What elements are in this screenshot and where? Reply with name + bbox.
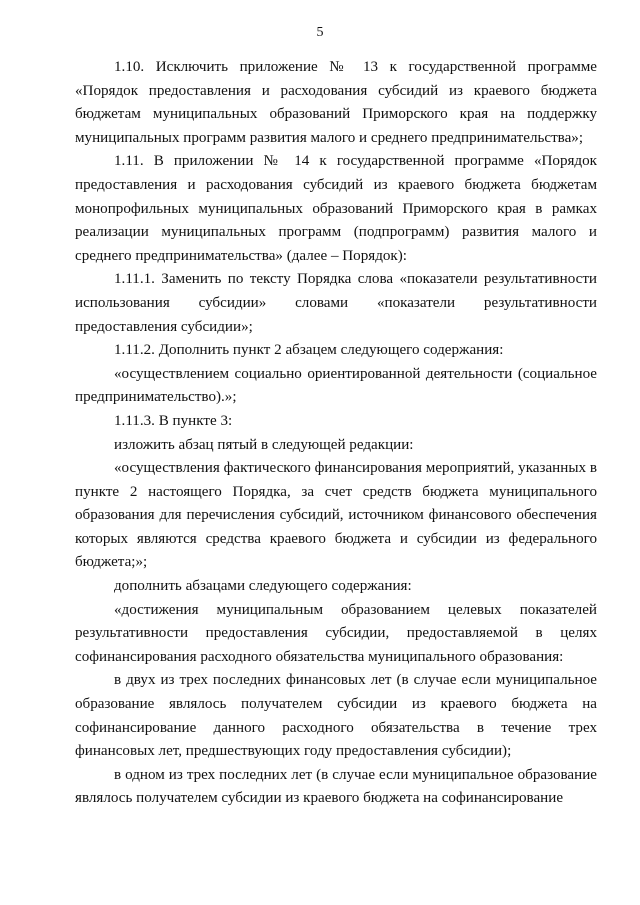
paragraph-1-11-1: 1.11.1. Заменить по тексту Порядка слова «показатели результативности использования субсидии» словами «показатели результативности предоставления субсидии»; [75,271,597,335]
paragraph-1-11-2: 1.11.2. Дополнить пункт 2 абзацем следующего содержания: [114,342,504,359]
document-body [75,56,597,811]
paragraph-1-11: 1.11. В приложении № 14 к государственной программе «Порядок предоставления и расходования субсидий из краевого бюджета бюджетам монопрофильных муниципальных образований Приморского края в рамках реализации муниципальных программ (подпрограмм) развития малого и среднего предпринимательства» (далее – Порядок): [75,153,597,264]
paragraph-1-11-3: 1.11.3. В пункте 3: [114,412,233,429]
paragraph-1-10: 1.10. Исключить приложение № 13 к государственной программе «Порядок предоставления и расходования субсидий из краевого бюджета бюджетам муниципальных образований Приморского края на поддержку муниципальных программ развития малого и среднего предпринимательства»; [75,59,597,146]
paragraph-two-of-three-years: в двух из трех последних финансовых лет (в случае если муниципальное образование являлось получателем субсидии из краевого бюджета на софинансирование данного расходного обязательства в течение трех финансовых лет, предшествующих году предоставления субсидии); [75,672,597,760]
page-number: 5 [316,25,324,40]
paragraph-social-entrepreneurship: «осуществлением социально ориентированной деятельности (социальное предпринимательство).»; [75,365,597,406]
paragraph-amend-fifth-clause: изложить абзац пятый в следующей редакции: [114,436,414,453]
paragraph-add-clauses: дополнить абзацами следующего содержания: [114,578,412,595]
paragraph-targets-quote: «достижения муниципальным образованием целевых показателей результативности предоставления субсидии, предоставляемой в целях софинансирования расходного обязательства муниципального образования: [75,601,597,665]
paragraph-one-of-three-years: в одном из трех последних лет (в случае если муниципальное образование являлось получателем субсидии из краевого бюджета на софинансирование [75,766,597,807]
paragraph-financing-quote: «осуществления фактического финансирования мероприятий, указанных в пункте 2 настоящего Порядка, за счет средств бюджета муниципального образования для перечисления субсидий, источником финансового обеспечения которых являются средства краевого бюджета и субсидии из федерального бюджета;»; [75,460,597,571]
